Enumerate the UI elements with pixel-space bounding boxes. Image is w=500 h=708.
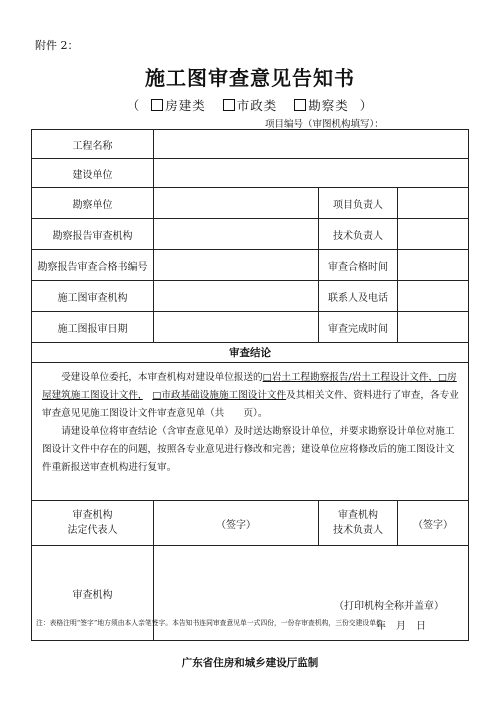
conclusion-text: [32, 363, 469, 501]
signature-hint: （签字）: [216, 519, 256, 531]
survey-cert-no-label: 勘察报告审查合格书编号: [32, 250, 154, 281]
pass-time-label: 审查合格时间: [319, 250, 398, 281]
signature-hint: （签字）: [413, 519, 453, 531]
review-org-stamp-label: 审查机构: [32, 546, 154, 641]
project-number-label: 项目编号（审图机构填写）：: [265, 119, 384, 130]
checkbox-icon[interactable]: [294, 99, 306, 111]
contact-field[interactable]: [398, 281, 469, 312]
pass-time-field[interactable]: [398, 250, 469, 281]
footnote: 注：表格注明“签字”地方须由本人亲笔签字。本告知书连同审查意见单一式四份，一份存审查机构，三份交建设单位。: [36, 619, 390, 627]
page-title: 施工图审查意见告知书: [145, 66, 355, 90]
legal-rep-label-line1: 审查机构: [72, 510, 113, 521]
survey-cert-no-field[interactable]: [154, 250, 319, 281]
legal-rep-label: [32, 501, 154, 546]
category-close-paren: ）: [359, 98, 374, 113]
submit-date-label: 施工图报审日期: [32, 312, 154, 343]
drawing-review-org-label: 施工图审查机构: [32, 281, 154, 312]
checkbox-icon[interactable]: [223, 99, 235, 111]
tech-lead-label: 技术负责人: [319, 219, 398, 250]
survey-unit-label: 勘察单位: [32, 188, 154, 219]
stamp-note: （打印机构全称并盖章）: [334, 601, 445, 612]
category-open-paren: （: [126, 98, 141, 113]
survey-unit-field[interactable]: [154, 188, 319, 219]
attachment-label: 附件 2：: [35, 39, 79, 52]
checkbox-icon[interactable]: [151, 99, 163, 111]
finish-time-label: 审查完成时间: [319, 312, 398, 343]
conclusion-paragraph-1: [42, 369, 460, 423]
conclusion-p1-intro: 受建设单位委托，本审查机构对建设单位报送的: [61, 372, 263, 383]
stamp-date: 年 月 日: [376, 621, 427, 632]
issuer-footer: 广东省住房和城乡建设厅监制: [181, 657, 319, 669]
legal-rep-label-line2: 法定代表人: [67, 525, 118, 536]
option-municipal-drawings[interactable]: □市政基础设施施工图设计文件: [152, 390, 287, 401]
option-building-drawings[interactable]: □房屋建筑施工图设计文件，: [42, 372, 457, 401]
survey-review-org-field[interactable]: [154, 219, 319, 250]
category-survey[interactable]: [294, 98, 349, 113]
conclusion-heading: 审查结论: [32, 343, 469, 363]
tech-lead-sign-label-line2: 技术负责人: [333, 525, 383, 536]
builder-field[interactable]: [154, 159, 469, 188]
contact-label: 联系人及电话: [319, 281, 398, 312]
drawing-review-org-field[interactable]: [154, 281, 319, 312]
survey-review-org-label: 勘察报告审查机构: [32, 219, 154, 250]
category-selector: [0, 96, 500, 114]
category-building[interactable]: [151, 98, 206, 113]
tech-lead-sign-label-line1: 审查机构: [338, 510, 378, 521]
tech-lead-field[interactable]: [398, 219, 469, 250]
category-building-label: 房建类: [165, 98, 206, 113]
category-survey-label: 勘察类: [308, 98, 349, 113]
project-lead-field[interactable]: [398, 188, 469, 219]
tech-lead-signature[interactable]: [398, 501, 469, 546]
project-lead-label: 项目负责人: [319, 188, 398, 219]
notice-form-table: [31, 129, 469, 641]
tech-lead-sign-label: [319, 501, 398, 546]
project-name-label: 工程名称: [32, 130, 154, 159]
finish-time-field[interactable]: [398, 312, 469, 343]
category-municipal-label: 市政类: [236, 98, 278, 113]
submit-date-field[interactable]: [154, 312, 319, 343]
builder-label: 建设单位: [32, 159, 154, 188]
option-geotech-report[interactable]: □岩土工程勘察报告/岩土工程设计文件，: [262, 372, 439, 383]
project-name-field[interactable]: [154, 130, 469, 159]
legal-rep-signature[interactable]: [154, 501, 319, 546]
category-municipal[interactable]: [223, 98, 278, 113]
conclusion-p1-rest: 及其相关文件、资料进行了审查，各专业审查意见见施工图设计文件审查意见单（共 页）。: [42, 390, 459, 419]
conclusion-paragraph-2: 请建设单位将审查结论（含审查意见单）及时送达勘察设计单位，并要求勘察设计单位对施工图设计文件中存在的问题，按照各专业意见进行修改和完善；建设单位应将修改后的施工图设计文件重新报送审查机构进行复审。: [42, 426, 455, 473]
